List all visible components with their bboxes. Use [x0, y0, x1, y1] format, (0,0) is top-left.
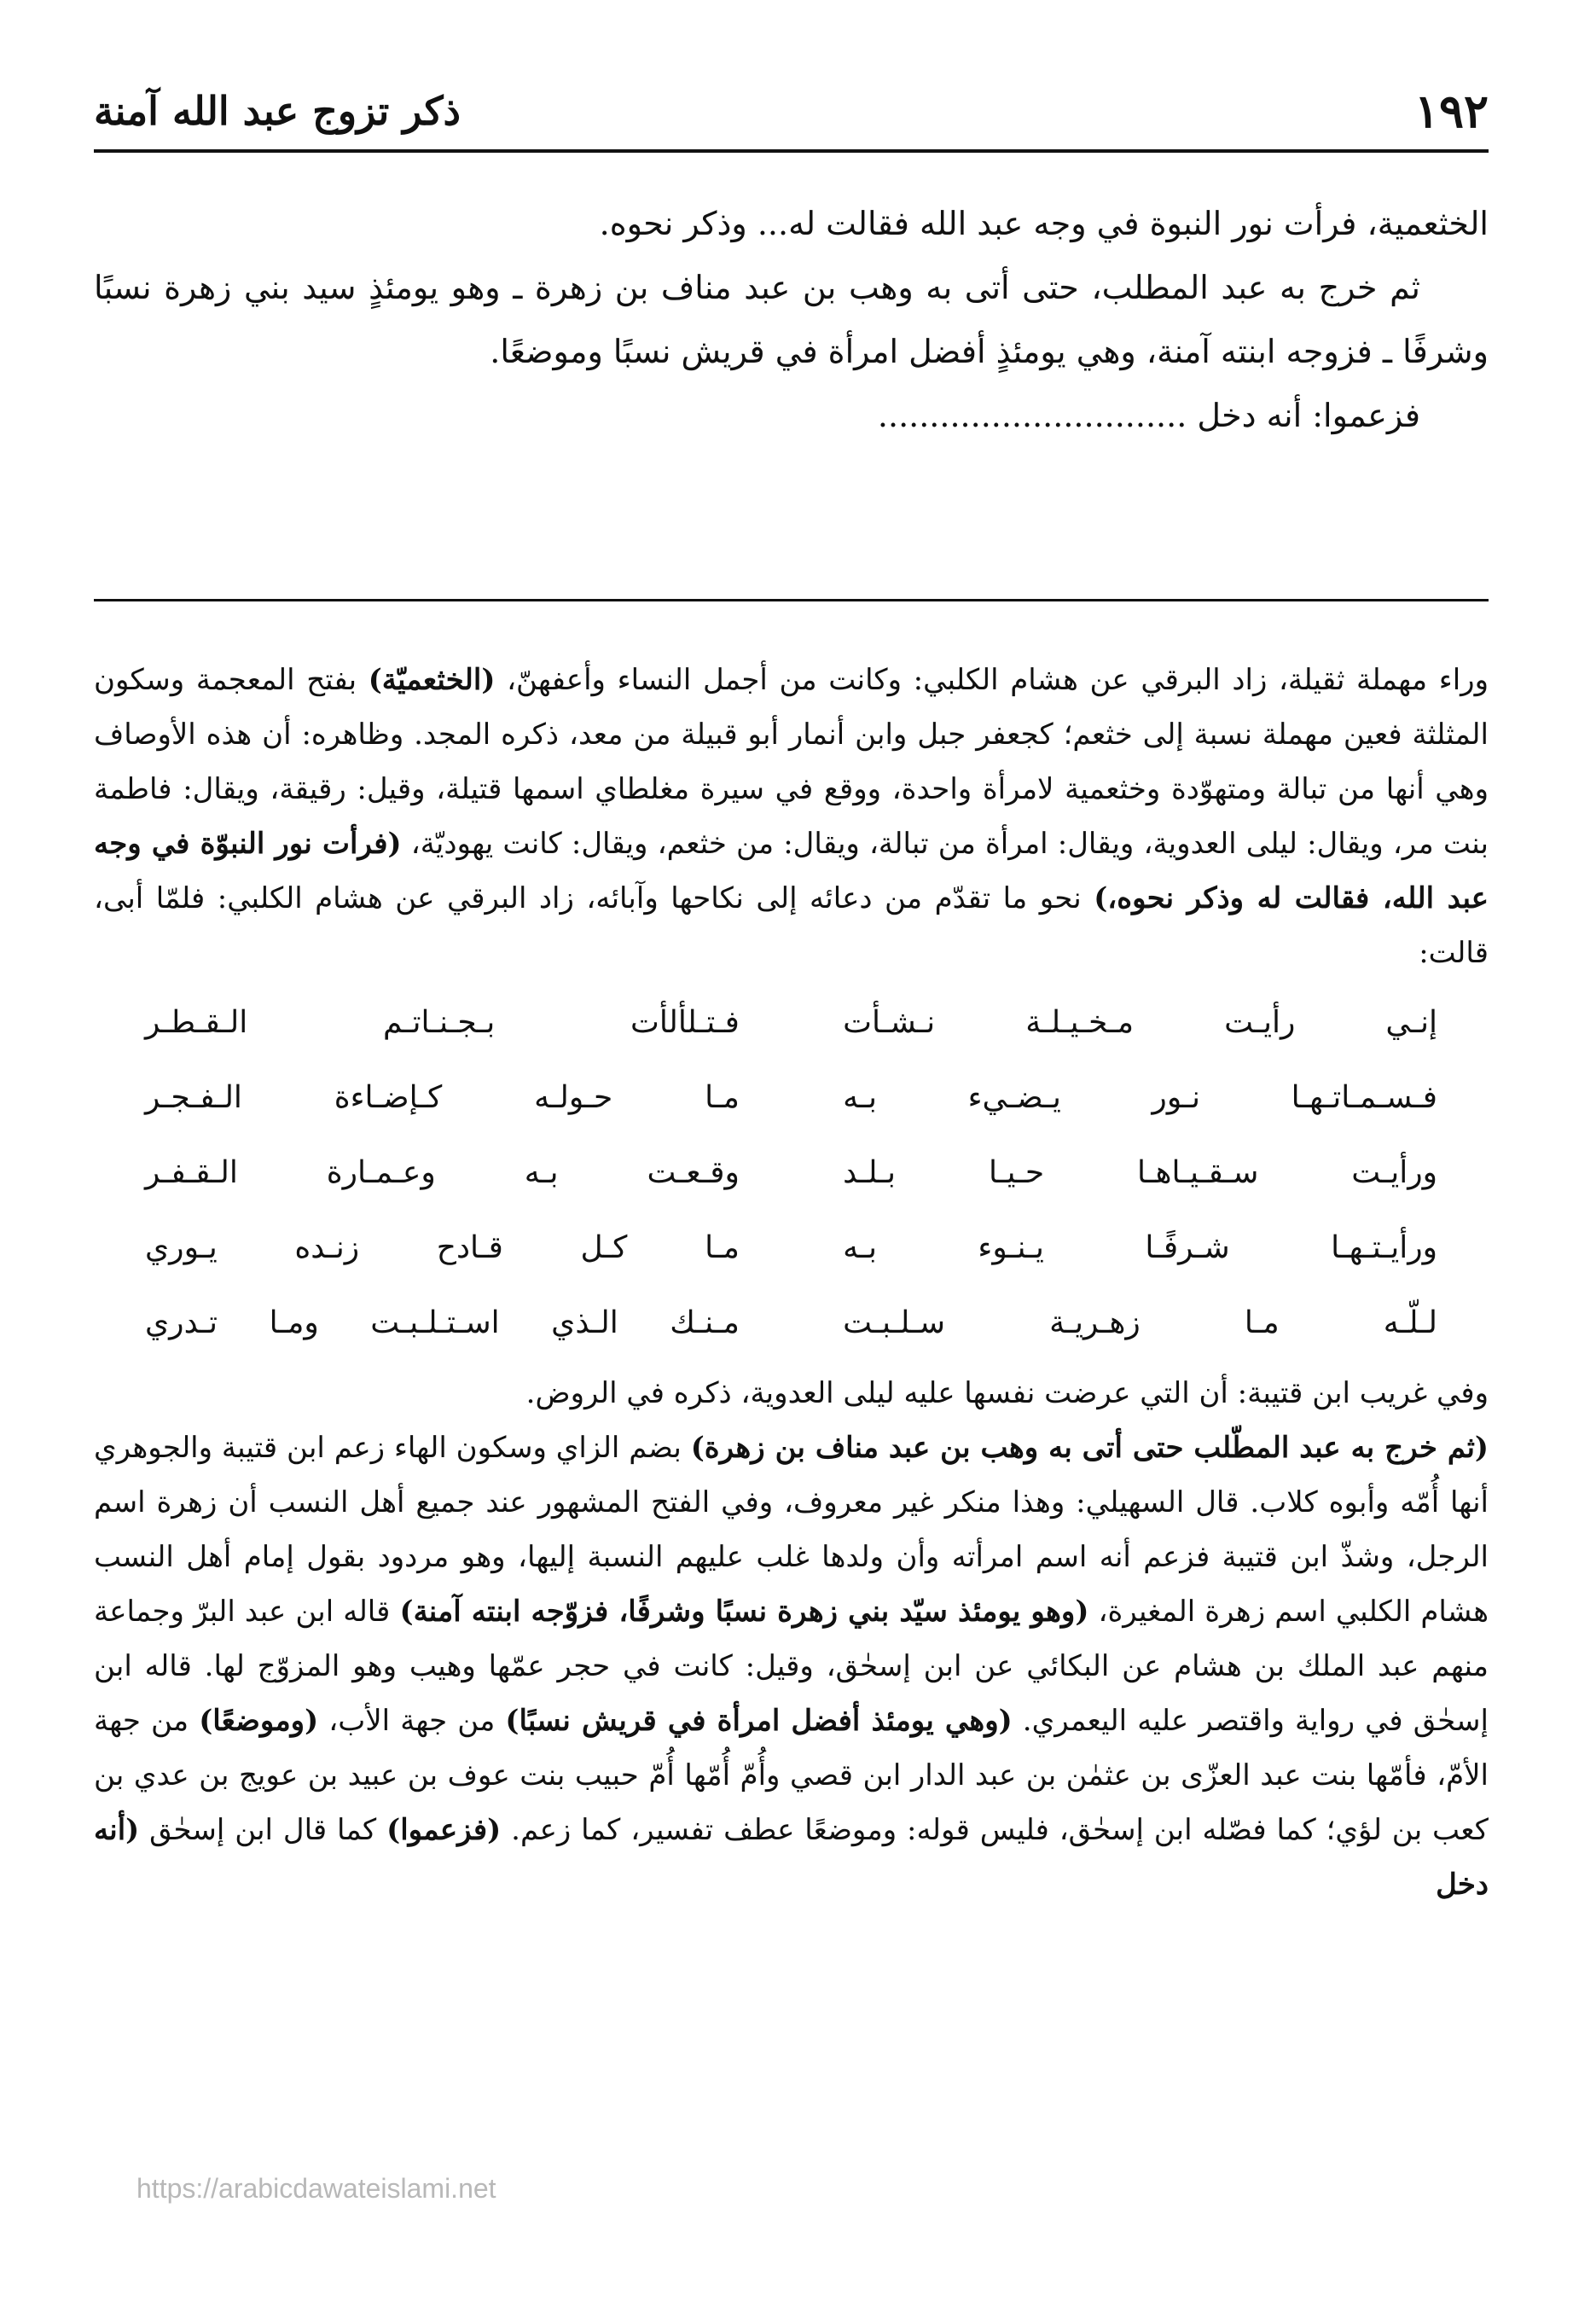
poem-verse: [145, 1136, 1437, 1211]
commentary-paragraph-3: [94, 1421, 1489, 1912]
watermark-url: https://arabicdawateislami.net: [136, 2173, 496, 2204]
commentary-text: نحو ما تقدّم من دعائه إلى نكاحها وآبائه، زاد البرقي عن هشام الكلبي: فلمّا أبى، قالت:: [94, 881, 1489, 970]
hemistich-first: ورأيـتـهـا شـرفًـا يـنـوء بـه: [843, 1230, 1437, 1265]
hemistich-second: فـتـلألأت بـجـنـاتـم الـقـطـر: [145, 1005, 740, 1040]
main-text: [94, 192, 1489, 448]
page-number: ١٩٢: [1413, 84, 1489, 138]
chapter-title: ذكر تزوج عبد الله آمنة: [94, 88, 461, 134]
hemistich-first: فـسـمـاتـهـا نـور يـضـيء بـه: [843, 1080, 1437, 1115]
footnote-separator: [94, 599, 1489, 601]
poem-verse: [145, 1060, 1437, 1136]
commentary-paragraph-1: [94, 653, 1489, 980]
commentary-text: بفتح المعجمة وسكون المثلثة فعين مهملة نسبة إلى خثعم؛ كجعفر جبل وابن أنمار أبو قبيلة من معد، ذكره المجد. وظاهره: أن هذه الأوصاف وهي أنها من تبالة ومتهوّدة وخثعمية لامرأة واحدة، ووقع في سيرة مغلطاي اسمها قتيلة، وقيل: رقيقة، ويقال: فاطمة بنت مر، ويقال: ليلى العدوية، ويقال: امرأة من تبالة، ويقال: من خثعم، ويقال: كانت يهوديّة،: [94, 663, 1489, 861]
quoted-phrase: (وموضعًا): [199, 1704, 319, 1738]
quoted-phrase: (وهي يومئذ أفضل امرأة في قريش نسبًا): [505, 1704, 1013, 1738]
quoted-phrase: (فرأت نور النبوّة في وجه عبد الله، فقالت له وذكر نحوه،): [94, 827, 1489, 915]
main-paragraph-3: [94, 384, 1489, 448]
commentary-text: بضم الزاي وسكون الهاء زعم ابن قتيبة والجوهري أنها أُمّه وأبوه كلاب. قال السهيلي: وهذا منكر غير معروف، وفي الفتح المشهور عند جميع أهل النسب أن زهرة اسم الرجل، وشذّ ابن قتيبة فزعم أنه اسم امرأته وأن ولدها غلب عليهم النسبة إليها، وهو مردود بقول إمام أهل النسب هشام الكلبي اسم زهرة المغيرة،: [94, 1431, 1489, 1629]
hemistich-second: مـا حـولـه كـإضـاءة الـفـجـر: [145, 1080, 740, 1115]
hemistich-first: إنـي رأيـت مـخـيـلـة نـشـأت: [843, 1005, 1437, 1040]
hemistich-second: مـا كـل قـادح زنـده يـوري: [145, 1230, 740, 1265]
commentary-text: من جهة الأمّ، فأمّها بنت عبد العزّى بن عثمٰن بن عبد الدار ابن قصي وأُمّ أُمّها أُمّ حبيب بنت عوف بن عبيد بن عويج بن عدي بن كعب بن لؤي؛ كما فصّله ابن إسحٰق، فليس قوله: وموضعًا عطف تفسير، كما زعم.: [94, 1704, 1489, 1847]
hemistich-second: وقـعـت بـه وعـمـارة الـقـفـر: [145, 1155, 740, 1190]
main-paragraph-3-text: فزعموا: أنه دخل: [1197, 397, 1420, 434]
commentary-text: وراء مهملة ثقيلة، زاد البرقي عن هشام الكلبي: وكانت من أجمل النساء وأعفهنّ،: [495, 663, 1489, 697]
poem-verse: [145, 985, 1437, 1060]
continuation-dots: ..............................: [877, 397, 1187, 434]
main-paragraph-1: الخثعمية، فرأت نور النبوة في وجه عبد الله فقالت له... وذكر نحوه.: [599, 205, 1489, 242]
quoted-phrase: (الخثعميّة): [368, 663, 496, 697]
hemistich-first: ورأيـت سـقـيـاهـا حـيـا بـلـد: [843, 1155, 1437, 1190]
poem: [94, 985, 1489, 1361]
commentary-text: كما قال ابن إسحٰق: [139, 1813, 387, 1847]
quoted-phrase: (أنه دخل: [94, 1813, 1489, 1902]
commentary-paragraph-2: وفي غريب ابن قتيبة: أن التي عرضت نفسها عليه ليلى العدوية، ذكره في الروض.: [525, 1376, 1489, 1410]
book-page: [94, 73, 1489, 2282]
hemistich-second: مـنـك الـذي اسـتـلـبـت ومـا تـدري: [145, 1305, 740, 1340]
main-paragraph-2: ثم خرج به عبد المطلب، حتى أتى به وهب بن عبد مناف بن زهرة ـ وهو يومئذٍ سيد بني زهرة نسبًا وشرفًا ـ فزوجه ابنته آمنة، وهي يومئذٍ أفضل امرأة في قريش نسبًا وموضعًا.: [94, 269, 1489, 370]
commentary-text: قاله ابن عبد البرّ وجماعة منهم عبد الملك بن هشام عن البكائي عن ابن إسحٰق، وقيل: كانت في حجر عمّها وهيب وهو المزوّج لها. قاله ابن إسحٰق في رواية واقتصر عليه اليعمري.: [94, 1595, 1489, 1738]
hemistich-first: لـلّـه مـا زهـريـة سـلـبـت: [843, 1305, 1437, 1340]
quoted-phrase: (وهو يومئذ سيّد بني زهرة نسبًا وشرفًا، فزوّجه ابنته آمنة): [399, 1595, 1089, 1629]
page-header: [94, 73, 1489, 153]
quoted-phrase: (ثم خرج به عبد المطّلب حتى أتى به وهب بن عبد مناف بن زهرة): [690, 1431, 1489, 1465]
quoted-phrase: (فزعموا): [386, 1813, 502, 1847]
commentary-text: من جهة الأب،: [318, 1704, 506, 1738]
poem-verse: [145, 1211, 1437, 1286]
commentary: [94, 653, 1489, 1912]
poem-verse: [145, 1286, 1437, 1361]
